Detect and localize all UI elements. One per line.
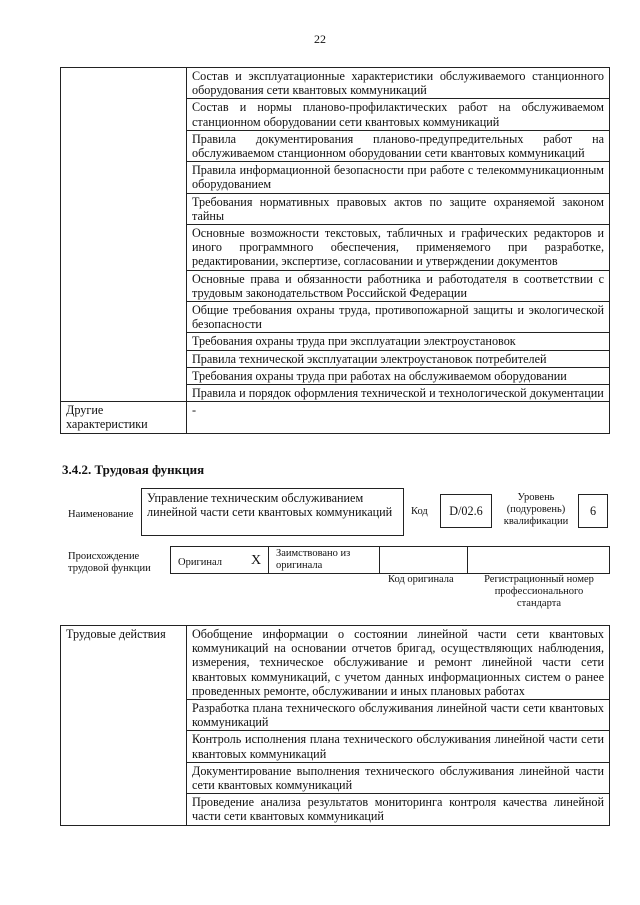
code-value-box [440,494,492,528]
origin-box [170,546,610,574]
code-value: D/02.6 [449,504,483,518]
registration-number-label: Регистрационный номер профессионального стандарта [484,574,594,609]
original-code-label: Код оригинала [388,574,454,585]
code-label: Код [411,506,428,517]
knowledge-item: Состав и нормы планово-профилактических работ на обслуживаемом станционном оборудовании сети квантовых коммуникаций [187,99,610,130]
name-label: Наименование [68,509,134,520]
labor-action-item: Проведение анализа результатов мониторинга контроля качества линейной части сети квантовых коммуникаций [187,794,610,825]
knowledge-item: Правила и порядок оформления технической и технологической документации [187,385,610,402]
knowledge-item: Правила информационной безопасности при работе с телекоммуникационным оборудованием [187,162,610,193]
labor-actions-table [60,625,610,826]
original-label: Оригинал [178,557,222,568]
other-characteristics-value: - [187,402,610,433]
knowledge-item: Требования охраны труда при работах на обслуживаемом оборудовании [187,367,610,384]
labor-action-item: Документирование выполнения технического обслуживания линейной части сети квантовых коммуникаций [187,762,610,793]
name-value-box [141,488,404,536]
original-mark: X [251,553,262,568]
knowledge-item: Основные права и обязанности работника и работодателя в соответствии с трудовым законодательством Российской Федерации [187,270,610,301]
table-row [61,68,610,99]
knowledge-item: Правила документирования планово-предупредительных работ на обслуживаемом станционном оборудовании сети квантовых коммуникаций [187,130,610,161]
knowledge-item: Требования нормативных правовых актов по защите охраняемой законом тайны [187,193,610,224]
labor-action-item: Обобщение информации о состоянии линейной части сети квантовых коммуникаций на основании отчетов бригад, осуществляющих наблюдения, измерения, техническое обслуживание и ремонт линейной части сети квантовых коммуникаций, с учетом данных информационных систем о ранее проведенных ремонте, обслуживании и иных плановых работах [187,626,610,700]
divider [379,546,380,574]
name-value: Управление техническим обслуживанием линейной части сети квантовых коммуникаций [147,491,393,520]
labor-actions-label: Трудовые действия [61,626,187,826]
knowledge-item: Основные возможности текстовых, табличных и графических редакторов и иного программного обеспечения, применяемого при разработке, редактировании, экспертизе, согласовании и утверждении документов [187,225,610,271]
origin-label: Происхождение трудовой функции [68,551,151,574]
borrowed-label: Заимствовано из оригинала [276,548,351,571]
divider [467,546,468,574]
divider [268,546,269,574]
labor-action-item: Разработка плана технического обслуживания линейной части сети квантовых коммуникаций [187,700,610,731]
knowledge-item: Состав и эксплуатационные характеристики обслуживаемого станционного оборудования сети квантовых коммуникаций [187,68,610,99]
table-row [61,402,610,433]
knowledge-table [60,67,610,434]
table-row [61,626,610,700]
other-characteristics-label: Другие характеристики [61,402,187,433]
level-value: 6 [589,504,597,518]
knowledge-item: Правила технической эксплуатации электроустановок потребителей [187,350,610,367]
knowledge-item: Требования охраны труда при эксплуатации электроустановок [187,333,610,350]
level-value-box [578,494,608,528]
level-label: Уровень (подуровень) квалификации [503,492,569,527]
row-label-empty [61,68,187,402]
section-title: 3.4.2. Трудовая функция [62,462,205,477]
page-number: 22 [314,32,326,46]
knowledge-item: Общие требования охраны труда, противопожарной защиты и экологической безопасности [187,302,610,333]
labor-action-item: Контроль исполнения плана технического обслуживания линейной части сети квантовых коммуникаций [187,731,610,762]
